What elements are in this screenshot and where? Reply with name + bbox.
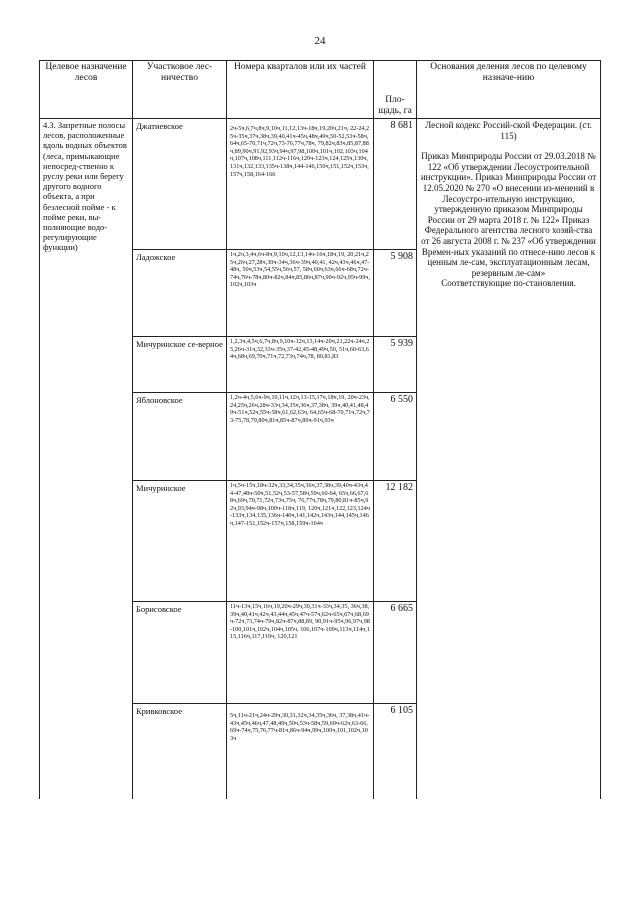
quarters-list: 1,2ч-4ч,5,6ч-9ч,10,11ч,12ч,13-15,17ч,18ч,19, 20ч-23ч,24,25ч,26ч,28ч-33ч,34,35ч,36ч,37,38ч, 39ч,40,41,48,49ч-51ч,52ч,55ч-58ч,61,62,63ч, 64,65ч-68-70,71ч,72ч,73-75,78,79,80ч,81ч,85ч-87ч,89ч-91ч,93ч — [227, 393, 374, 481]
basis-cell — [417, 119, 601, 799]
forestry-name: Мичуринское се-верное — [133, 337, 227, 393]
forestry-name: Борисовское — [133, 602, 227, 704]
page-number: 24 — [314, 35, 326, 47]
forestry-name: Джатиевское — [133, 119, 227, 250]
quarters-list: 5ч,11ч-21ч,24ч-29ч,30,31,32ч,34,35ч,36ч, 37,38ч,41ч-43ч,45ч,46ч,47,48,49ч,50ч,53ч-58ч,59,60ч-62ч,63-66,69ч-74ч,75,76,77ч-81ч,86ч-94ч,99ч,100ч,101,102ч,103ч — [227, 704, 374, 799]
header-purpose: Целевое назначение лесов — [40, 61, 133, 119]
area-value: 6 550 — [374, 393, 417, 481]
forestry-name: Яблоновское — [133, 393, 227, 481]
forestry-name: Кривковское — [133, 704, 227, 799]
header-quarters: Номера кварталов или их частей — [227, 61, 374, 119]
basis-paragraph: Приказ Минприроды России от 29.03.2018 № 122 «Об утверждении Лесоустроительной инструкции». Приказ Минприроды России от 12.05.2020 № 270 «О внесении из-менений в Лесоустро-ительную инструкцию, утвержденную приказом Минприроды России от 29 марта 2018 г. № 122» Приказ Федерального агентства лесного хозяй-ства от 26 августа 2008 г. № 237 «Об утверждении Времен-ных указаний по отнесе-нию лесов к ценным ле-сам, эксплуатационным лесам, резервным ле-сам» — [420, 151, 597, 278]
header-forestry: Участковое лес-ничество — [133, 61, 227, 119]
quarters-list: 1ч,2ч,3,4ч,6ч-8ч,9,10ч,12,13,14ч-16ч,18ч,19, 20,21ч,25ч,26ч,27,28ч,30ч-34ч,36ч-39ч,40,41, 42ч,43ч,46ч,47-48ч, 50ч,53ч,54,55ч,56ч,57, 58ч,60ч,63ч,66ч-68ч,72ч-74ч,76ч-78ч,80ч-82ч,84ч,85,86ч,87ч,90ч-92ч,95ч-99ч,102ч,103ч — [227, 250, 374, 337]
area-value: 12 182 — [374, 481, 417, 602]
quarters-list: 1,2,3ч,4,5ч,6,7ч,8ч,9,10ч-12ч,13,14ч-20ч,21,22ч-24ч,25,26ч-31ч,32,33ч-35ч,37-42,45-48,49ч,50, 51ч,60-63,64ч,68ч,69,70ч,71ч,72,73ч,74ч,78, 80,81,83 — [227, 337, 374, 393]
header-area: Пло-щадь, га — [374, 61, 417, 119]
header-basis: Основания деления лесов по целевому назначе-нию — [417, 61, 601, 119]
forestry-name: Мичуринское — [133, 481, 227, 602]
quarters-list: 11ч-13ч,15ч,16ч,19,20ч-29ч,30,31ч-33ч,34,35, 36ч,38,39ч,40,41ч,42ч,43,44ч,45ч,47ч-57ч,62ч-65ч,67ч,68,69ч-72ч,73,74ч-79ч,82ч-87ч,88,89, 90,91ч-95ч,96,97ч,98-100,101ч,102ч,104ч,105ч, 106,107ч-109ч,113ч,114ч,115,116ч,117,119ч, 120,121 — [227, 602, 374, 704]
quarters-list: 2ч-5ч,6,7ч,8ч,9,10ч,11,12,13ч-18ч,19,20ч,21ч, 22-24,25ч-35ч,37ч,38ч,39,40,41ч-45ч,48ч,49ч,50-52,53ч-58ч,64ч,65-70,71ч,72ч,73-76,77ч,78ч, 79,82ч,83ч,85,87,88ч,89,90ч,91,92,93ч,94ч,97,98,100ч,101ч,102,103ч,104ч,107ч,108ч,111,112ч-116ч,120ч-123ч,124,125ч,130ч,131ч,132,133,135ч-138ч,144-146,150ч,151,152ч,153ч,157ч,158,164-166 — [227, 119, 374, 250]
area-value: 5 939 — [374, 337, 417, 393]
area-value: 5 908 — [374, 250, 417, 337]
basis-paragraph: Лесной кодекс Россий-ской Федерации. (ст. 115) — [425, 120, 592, 141]
area-value: 6 105 — [374, 704, 417, 799]
area-value: 8 681 — [374, 119, 417, 250]
basis-paragraph: Соответствующие по-становления. — [441, 278, 576, 289]
purpose-cell: 4.3. Запретные полосы лесов, расположенные вдоль водных объектов (леса, примыкающие непосред-ственно к руслу реки или берегу другого водного объекта, а при безлесной пойме - к пойме реки, вы-полняющие водо-регулирующие функции) — [40, 119, 133, 799]
quarters-list: 1ч,5ч-15ч,18ч-32ч,33,34,35ч,36ч,37,38ч,39,40ч-43ч,44-47,48ч-50ч,51,52ч,53-57,58ч,59ч,60-64, 65ч,66,67,68ч,69ч,70,71,72ч,73ч,75ч, 76,77ч,78ч,79,80,81ч-85ч,92ч,93,94ч-98ч,100ч-118ч,119, 120ч,121ч,122,123,124ч-133ч,134,135,136ч-140ч,141,142ч,143ч,144,145ч,146ч,147-151,152ч-157ч,158,159ч-164ч — [227, 481, 374, 602]
forest-purpose-table — [39, 60, 601, 799]
area-value: 6 665 — [374, 602, 417, 704]
forestry-name: Ладожское — [133, 250, 227, 337]
